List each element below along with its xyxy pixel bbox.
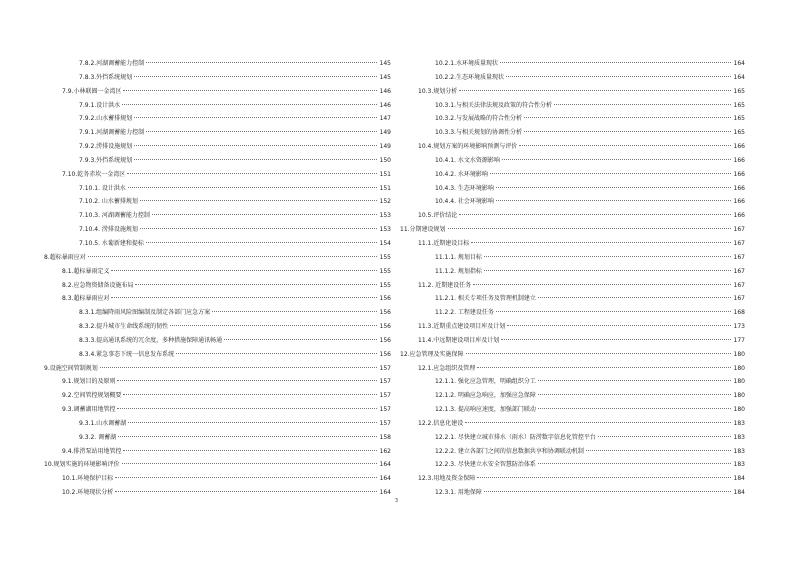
toc-entry-title: 11.分期建设规划 — [400, 226, 446, 234]
toc-entry-page: 164 — [379, 475, 391, 483]
toc-entry-title: 12.1.1. 强化应急管理，明确组织分工 — [435, 378, 536, 386]
dot-leader — [502, 159, 731, 160]
toc-entry-title: 10.2.2.生态环境质量现状 — [435, 73, 504, 81]
dot-leader — [128, 187, 377, 188]
toc-entry-page: 165 — [733, 101, 745, 109]
dot-leader — [496, 187, 731, 188]
dot-leader — [152, 214, 377, 215]
dot-leader — [111, 297, 377, 298]
toc-entry-title: 10.4.3. 生态环境影响 — [435, 184, 494, 192]
toc-entry-page: 153 — [379, 212, 391, 220]
dot-leader — [484, 270, 731, 271]
dot-leader — [88, 256, 377, 257]
toc-entry-title: 12.2.3. 尽快建立水安全智慧防治体系 — [435, 461, 536, 469]
toc-entry-title: 9.3.1.山水调蓄湖 — [79, 419, 127, 427]
dot-leader — [598, 436, 731, 437]
toc-entry[interactable] — [44, 168, 391, 182]
dot-leader — [459, 214, 731, 215]
toc-entry-page: 156 — [379, 309, 391, 317]
toc-entry-page: 180 — [733, 378, 745, 386]
toc-entry-page: 164 — [379, 461, 391, 469]
toc-entry[interactable] — [44, 140, 391, 154]
toc-entry-page: 166 — [733, 156, 745, 164]
toc-entry[interactable] — [44, 348, 391, 362]
toc-entry[interactable] — [400, 182, 745, 196]
toc-entry[interactable] — [44, 71, 391, 85]
toc-entry-title: 11.2. 近期建设任务 — [418, 281, 472, 289]
toc-entry-page: 167 — [733, 226, 745, 234]
dot-leader — [122, 104, 377, 105]
toc-entry-title: 11.2.2. 工程建设任务 — [435, 309, 494, 317]
toc-entry-page: 146 — [379, 87, 391, 95]
toc-entry-title: 12.应急管理及实施保障 — [400, 350, 464, 358]
dot-leader — [538, 380, 731, 381]
toc-entry[interactable] — [44, 112, 391, 126]
toc-entry[interactable] — [400, 126, 745, 140]
toc-entry[interactable] — [400, 71, 745, 85]
toc-entry-page: 155 — [379, 267, 391, 275]
dot-leader — [127, 173, 377, 174]
toc-entry[interactable] — [400, 209, 745, 223]
dot-leader — [134, 117, 377, 118]
toc-entry[interactable] — [44, 334, 391, 348]
toc-entry-title: 8.3.4.紧急事态下统一信息发布系统 — [79, 350, 175, 358]
toc-right-column — [400, 57, 745, 500]
toc-entry-title: 10.4.2. 水环境影响 — [435, 170, 488, 178]
dot-leader — [118, 436, 377, 437]
toc-entry-page: 156 — [379, 323, 391, 331]
toc-entry-title: 12.3.用地及资金保障 — [418, 475, 476, 483]
toc-entry-page: 167 — [733, 253, 745, 261]
toc-entry-title: 11.2.1. 相关专项任务及管理机制建立 — [435, 295, 536, 303]
toc-entry[interactable] — [44, 417, 391, 431]
dot-leader — [507, 325, 731, 326]
toc-entry[interactable] — [400, 458, 745, 472]
toc-entry-page: 183 — [733, 433, 745, 441]
toc-entry-title: 7.9.小林联圈一金湾区 — [62, 87, 122, 95]
toc-entry[interactable] — [44, 99, 391, 113]
dot-leader — [176, 353, 377, 354]
toc-entry-page: 177 — [733, 336, 745, 344]
toc-entry-page: 151 — [379, 170, 391, 178]
toc-entry-title: 11.1.近期建设目标 — [418, 239, 470, 247]
toc-entry-title: 10.2.1.水环境质量现状 — [435, 60, 498, 67]
toc-entry[interactable] — [400, 85, 745, 99]
toc-entry-title: 10.4.4. 社会环境影响 — [435, 198, 494, 206]
toc-entry[interactable] — [400, 334, 745, 348]
toc-entry-title: 10.5.评价结论 — [418, 212, 458, 220]
toc-entry-title: 10.4.规划方案的环境影响预测与评价 — [418, 143, 518, 151]
dot-leader — [471, 242, 731, 243]
toc-entry-page: 184 — [733, 475, 745, 483]
toc-entry-title: 12.2.1. 尽快建立城市排水（雨水）防涝数字信息化管控平台 — [435, 433, 596, 441]
toc-entry[interactable] — [400, 445, 745, 459]
toc-entry[interactable] — [44, 292, 391, 306]
dot-leader — [538, 394, 731, 395]
toc-entry[interactable] — [400, 389, 745, 403]
toc-entry[interactable] — [400, 112, 745, 126]
toc-entry-title: 8.1.超标暴雨定义 — [62, 267, 110, 275]
toc-entry-page: 157 — [379, 392, 391, 400]
toc-entry-page: 157 — [379, 364, 391, 372]
toc-entry-title: 7.10.1. 设计洪水 — [79, 184, 126, 192]
dot-leader — [140, 200, 377, 201]
toc-entry-page: 165 — [733, 115, 745, 123]
toc-entry-title: 7.10.2. 山水蓄排规划 — [79, 198, 138, 206]
toc-entry[interactable] — [44, 182, 391, 196]
toc-entry-title: 10.1.环境保护目标 — [62, 475, 114, 483]
toc-entry-title: 12.2.2. 建立各部门之间的信息数据共享和协调联动机制 — [435, 447, 584, 455]
toc-entry[interactable] — [44, 472, 391, 486]
toc-entry-page: 167 — [733, 267, 745, 275]
dot-leader — [586, 450, 731, 451]
toc-entry-page: 173 — [733, 323, 745, 331]
toc-entry-page: 150 — [379, 156, 391, 164]
toc-entry-title: 8.2.应急物资储备设施布局 — [62, 281, 134, 289]
toc-entry-title: 9.3.2. 调蓄湖 — [79, 433, 117, 441]
dot-leader — [496, 200, 731, 201]
toc-entry[interactable] — [44, 195, 391, 209]
toc-entry-page: 146 — [379, 101, 391, 109]
toc-entry[interactable] — [44, 223, 391, 237]
dot-leader — [484, 491, 731, 492]
toc-entry[interactable] — [44, 126, 391, 140]
dot-leader — [490, 173, 731, 174]
dot-leader — [146, 62, 377, 63]
toc-entry-title: 7.9.2.山水蓄排规划 — [79, 115, 133, 123]
toc-entry-title: 10.3.3.与相关规划的协调性分析 — [435, 129, 522, 137]
toc-entry[interactable] — [44, 445, 391, 459]
toc-entry-title: 12.1.3. 提高响应速度，加强部门联动 — [435, 406, 536, 414]
toc-entry[interactable] — [400, 265, 745, 279]
toc-entry-page: 180 — [733, 406, 745, 414]
toc-entry-title: 10.4.1. 水文水资源影响 — [435, 156, 500, 164]
toc-entry-page: 153 — [379, 226, 391, 234]
toc-entry[interactable] — [400, 279, 745, 293]
toc-entry[interactable] — [44, 389, 391, 403]
dot-leader — [140, 228, 377, 229]
toc-entry-page: 183 — [733, 419, 745, 427]
toc-entry-page: 147 — [379, 115, 391, 123]
dot-leader — [123, 450, 377, 451]
dot-leader — [115, 491, 377, 492]
dot-leader — [123, 90, 377, 91]
dot-leader — [538, 463, 731, 464]
toc-entry[interactable] — [400, 417, 745, 431]
toc-left-column — [44, 57, 391, 500]
toc-entry[interactable] — [44, 279, 391, 293]
dot-leader — [224, 339, 377, 340]
dot-leader — [465, 422, 731, 423]
toc-entry-page: 166 — [733, 170, 745, 178]
toc-entry[interactable] — [44, 251, 391, 265]
toc-entry-title: 10.3.2.与发展战略的符合性分析 — [435, 115, 522, 123]
toc-entry-title: 7.9.1.河湖调蓄能力控制 — [79, 129, 145, 137]
toc-entry[interactable] — [400, 320, 745, 334]
dot-leader — [134, 159, 377, 160]
dot-leader — [554, 104, 731, 105]
toc-entry-page: 183 — [733, 461, 745, 469]
dot-leader — [146, 242, 377, 243]
toc-entry-title: 7.9.2.涝排设施规划 — [79, 143, 133, 151]
dot-leader — [473, 284, 731, 285]
toc-entry-title: 9.2.空间管控规划概要 — [62, 392, 122, 400]
dot-leader — [146, 131, 377, 132]
toc-entry[interactable] — [400, 306, 745, 320]
toc-entry-title: 8.超标暴雨应对 — [44, 253, 86, 261]
toc-entry-title: 10.2.环境现状分析 — [62, 489, 114, 497]
toc-entry-title: 11.3.近期重点建设项目库及计划 — [418, 323, 506, 331]
toc-entry[interactable] — [400, 154, 745, 168]
toc-entry[interactable] — [400, 472, 745, 486]
dot-leader — [538, 297, 731, 298]
toc-entry-title: 12.3.1. 用地保障 — [435, 489, 482, 497]
dot-leader — [122, 463, 377, 464]
toc-entry-page: 180 — [733, 364, 745, 372]
toc-entry-page: 167 — [733, 239, 745, 247]
toc-entry-page: 165 — [733, 129, 745, 137]
toc-entry[interactable] — [400, 431, 745, 445]
toc-entry-title: 7.9.3.外挡系统规划 — [79, 156, 133, 164]
toc-entry-page: 164 — [733, 60, 745, 67]
toc-entry[interactable] — [400, 292, 745, 306]
dot-leader — [212, 311, 377, 312]
dot-leader — [484, 256, 731, 257]
toc-entry-page: 155 — [379, 253, 391, 261]
dot-leader — [135, 284, 377, 285]
page-number: 3 — [394, 498, 399, 504]
toc-entry[interactable] — [400, 403, 745, 417]
toc-entry-title: 8.3.超标暴雨应对 — [62, 295, 110, 303]
toc-entry[interactable] — [400, 375, 745, 389]
dot-leader — [448, 228, 731, 229]
toc-entry[interactable] — [44, 265, 391, 279]
toc-entry[interactable] — [44, 362, 391, 376]
dot-leader — [466, 353, 731, 354]
dot-leader — [170, 325, 377, 326]
toc-entry-title: 9.3.调蓄湖用地管控 — [62, 406, 116, 414]
toc-entry-page: 167 — [733, 295, 745, 303]
dot-leader — [506, 76, 731, 77]
toc-entry[interactable] — [400, 237, 745, 251]
dot-leader — [134, 76, 377, 77]
toc-entry[interactable] — [44, 458, 391, 472]
toc-entry-page: 183 — [733, 447, 745, 455]
toc-entry[interactable] — [44, 375, 391, 389]
toc-entry[interactable] — [400, 57, 745, 71]
toc-entry-title: 10.3.规划分析 — [418, 87, 458, 95]
dot-leader — [519, 145, 731, 146]
toc-entry-page: 157 — [379, 419, 391, 427]
dot-leader — [117, 408, 377, 409]
toc-entry-page: 156 — [379, 336, 391, 344]
toc-entry-page: 165 — [733, 87, 745, 95]
toc-entry-page: 156 — [379, 350, 391, 358]
toc-entry-title: 7.10.乾务赤坎一金湾区 — [62, 170, 126, 178]
toc-entry-title: 10.3.1.与相关法律法规及政策的符合性分析 — [435, 101, 552, 109]
toc-entry-page: 168 — [733, 309, 745, 317]
toc-entry-title: 7.9.1.设计洪水 — [79, 101, 121, 109]
toc-entry-page: 164 — [379, 489, 391, 497]
toc-entry[interactable] — [44, 85, 391, 99]
toc-entry-title: 7.10.3. 河湖调蓄能力控制 — [79, 212, 150, 220]
toc-entry-page: 151 — [379, 184, 391, 192]
toc-entry-title: 7.10.4. 涝排设施规划 — [79, 226, 138, 234]
toc-entry[interactable] — [400, 99, 745, 113]
toc-entry-title: 7.10.5. 水葡新建和提标 — [79, 239, 144, 247]
toc-entry[interactable] — [44, 57, 391, 71]
dot-leader — [115, 477, 377, 478]
toc-entry-page: 164 — [733, 73, 745, 81]
toc-entry-page: 166 — [733, 198, 745, 206]
toc-entry-title: 12.1.2. 明确应急响应，加强应急保障 — [435, 392, 536, 400]
toc-entry[interactable] — [400, 168, 745, 182]
dot-leader — [496, 311, 731, 312]
toc-entry-title: 9.4.排涝泵站用地管控 — [62, 447, 122, 455]
dot-leader — [524, 117, 731, 118]
toc-entry-page: 157 — [379, 406, 391, 414]
toc-entry[interactable] — [44, 320, 391, 334]
toc-entry-title: 7.8.2.河湖调蓄能力控制 — [79, 60, 145, 67]
toc-entry[interactable] — [400, 195, 745, 209]
toc-entry[interactable] — [400, 251, 745, 265]
toc-entry-title: 9.设施空间管制规划 — [44, 364, 98, 372]
toc-entry[interactable] — [44, 209, 391, 223]
toc-entry-page: 167 — [733, 281, 745, 289]
toc-entry-page: 158 — [379, 433, 391, 441]
toc-entry-page: 166 — [733, 212, 745, 220]
toc-entry-title: 9.1.规划目的及原则 — [62, 378, 116, 386]
dot-leader — [477, 477, 731, 478]
dot-leader — [117, 380, 377, 381]
dot-leader — [123, 394, 377, 395]
toc-entry-title: 12.2.信息化建设 — [418, 419, 464, 427]
dot-leader — [524, 131, 731, 132]
toc-entry-page: 149 — [379, 129, 391, 137]
toc-entry-page: 156 — [379, 295, 391, 303]
toc-entry[interactable] — [44, 431, 391, 445]
toc-entry-title: 10.规划实施的环境影响评价 — [44, 461, 120, 469]
toc-entry-title: 8.3.3.提高通讯系统的冗余度，多种措施保障通讯畅通 — [79, 336, 223, 344]
toc-entry-page: 157 — [379, 378, 391, 386]
toc-entry-title: 7.8.3.外挡系统规划 — [79, 73, 133, 81]
toc-entry[interactable] — [400, 362, 745, 376]
toc-entry-page: 184 — [733, 489, 745, 497]
toc-entry-title: 11.1.1. 规划目标 — [435, 253, 482, 261]
dot-leader — [538, 408, 731, 409]
toc-entry-page: 155 — [379, 281, 391, 289]
toc-entry-page: 166 — [733, 143, 745, 151]
dot-leader — [111, 270, 377, 271]
dot-leader — [477, 367, 731, 368]
toc-entry-page: 180 — [733, 350, 745, 358]
dot-leader — [134, 145, 377, 146]
toc-entry-page: 180 — [733, 392, 745, 400]
toc-entry[interactable] — [400, 223, 745, 237]
toc-entry-title: 11.4.中远期建设项目库及计划 — [418, 336, 500, 344]
toc-entry-page: 149 — [379, 143, 391, 151]
toc-entry[interactable] — [400, 140, 745, 154]
toc-entry[interactable] — [400, 348, 745, 362]
dot-leader — [128, 422, 377, 423]
toc-entry-title: 11.1.2. 规划指标 — [435, 267, 482, 275]
toc-entry-page: 154 — [379, 239, 391, 247]
toc-entry-page: 145 — [379, 73, 391, 81]
toc-entry-title: 12.1.应急组织及管理 — [418, 364, 476, 372]
toc-entry-page: 152 — [379, 198, 391, 206]
toc-entry[interactable] — [44, 237, 391, 251]
toc-entry[interactable] — [44, 306, 391, 320]
toc-entry-page: 145 — [379, 60, 391, 67]
toc-entry[interactable] — [44, 154, 391, 168]
dot-leader — [459, 90, 731, 91]
toc-entry-page: 166 — [733, 184, 745, 192]
dot-leader — [501, 339, 731, 340]
dot-leader — [100, 367, 377, 368]
dot-leader — [500, 62, 731, 63]
toc-entry-title: 8.3.2.提升城市生命线系统的韧性 — [79, 323, 169, 331]
toc-entry-page: 162 — [379, 447, 391, 455]
toc-entry-title: 8.3.1.组编降雨风险图编制及制定各部门应急方案 — [79, 309, 211, 317]
toc-entry[interactable] — [44, 403, 391, 417]
